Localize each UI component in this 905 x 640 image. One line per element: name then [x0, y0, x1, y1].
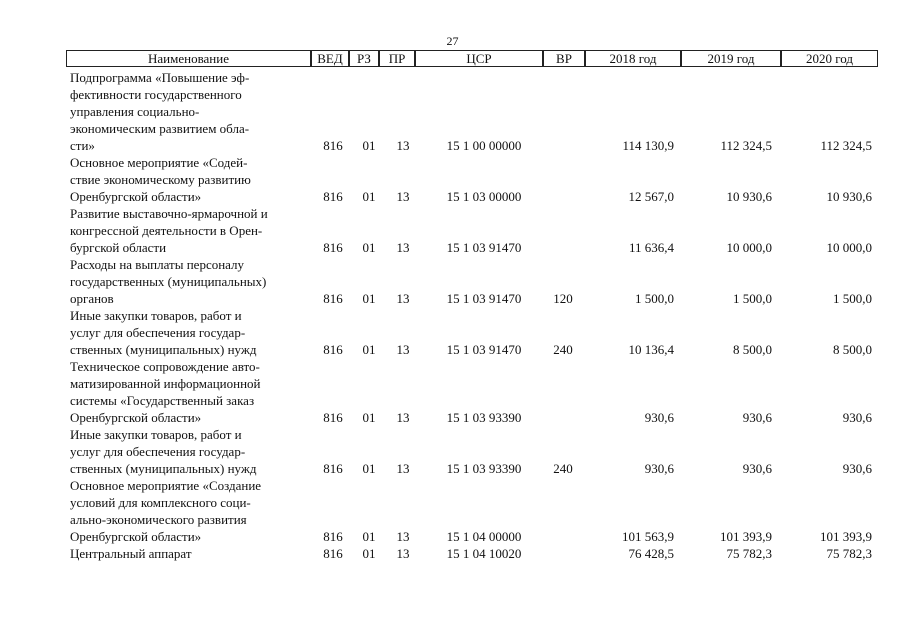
pr-cell: 13	[396, 461, 410, 476]
value-2018: 930,6	[644, 410, 674, 425]
pr-cell: 13	[396, 138, 410, 153]
row-name-line: Развитие выставочно-ярмарочной и	[70, 206, 268, 221]
row-name-line: ствие экономическому развитию	[70, 172, 251, 187]
row-name-line: сти»	[70, 138, 95, 153]
header-2018: 2018 год	[585, 50, 681, 67]
page-number: 27	[446, 34, 459, 48]
value-2019: 930,6	[742, 461, 772, 476]
row-name	[70, 307, 306, 358]
value-2019: 8 500,0	[733, 342, 772, 357]
ved-cell: 816	[323, 342, 343, 357]
value-2019: 930,6	[742, 410, 772, 425]
value-2020: 75 782,3	[826, 546, 872, 561]
csr-cell: 15 1 03 91470	[446, 342, 522, 357]
row-name-line: государственных (муниципальных)	[70, 274, 267, 289]
csr-cell: 15 1 03 91470	[446, 291, 522, 306]
row-name	[70, 426, 306, 477]
row-name-line: Расходы на выплаты персоналу	[70, 257, 245, 272]
row-name-line: ственных (муниципальных) нужд	[70, 461, 257, 476]
table-row	[0, 307, 905, 358]
rz-cell: 01	[362, 189, 376, 204]
value-2019: 112 324,5	[720, 138, 772, 153]
table-row	[0, 154, 905, 205]
row-name-line: бургской области	[70, 240, 167, 255]
row-name-line: услуг для обеспечения государ-	[70, 325, 246, 340]
ved-cell: 816	[323, 189, 343, 204]
value-2020: 1 500,0	[833, 291, 872, 306]
header-ved: ВЕД	[311, 50, 349, 67]
pr-cell: 13	[396, 410, 410, 425]
row-name-line: ственных (муниципальных) нужд	[70, 342, 257, 357]
pr-cell: 13	[396, 240, 410, 255]
ved-cell: 816	[323, 291, 343, 306]
ved-cell: 816	[323, 138, 343, 153]
table-row	[0, 426, 905, 477]
rz-cell: 01	[362, 138, 376, 153]
value-2018: 930,6	[644, 461, 674, 476]
row-name-line: Основное мероприятие «Содей-	[70, 155, 248, 170]
table-row	[0, 69, 905, 154]
vr-cell: 120	[553, 291, 573, 306]
rz-cell: 01	[362, 291, 376, 306]
row-name-line: управления социально-	[70, 104, 200, 119]
value-2018: 1 500,0	[635, 291, 674, 306]
value-2020: 930,6	[842, 461, 872, 476]
row-name-line: Основное мероприятие «Создание	[70, 478, 262, 493]
rz-cell: 01	[362, 529, 376, 544]
row-name	[70, 256, 306, 307]
value-2019: 75 782,3	[726, 546, 772, 561]
row-name-line: Иные закупки товаров, работ и	[70, 427, 242, 442]
csr-cell: 15 1 03 91470	[446, 240, 522, 255]
header-vr: ВР	[543, 50, 585, 67]
row-name	[70, 477, 306, 545]
value-2018: 12 567,0	[628, 189, 674, 204]
ved-cell: 816	[323, 410, 343, 425]
row-name-line: Подпрограмма «Повышение эф-	[70, 70, 250, 85]
value-2018: 101 563,9	[622, 529, 674, 544]
row-name-line: услуг для обеспечения государ-	[70, 444, 246, 459]
value-2019: 10 000,0	[726, 240, 772, 255]
row-name-line: Центральный аппарат	[70, 546, 192, 561]
pr-cell: 13	[396, 291, 410, 306]
row-name	[70, 545, 306, 562]
row-name-line: фективности государственного	[70, 87, 242, 102]
row-name	[70, 69, 306, 154]
row-name-line: Оренбургской области»	[70, 410, 202, 425]
header-2020: 2020 год	[781, 50, 878, 67]
ved-cell: 816	[323, 546, 343, 561]
row-name	[70, 358, 306, 426]
rz-cell: 01	[362, 342, 376, 357]
row-name-line: матизированной информационной	[70, 376, 261, 391]
table-row	[0, 205, 905, 256]
csr-cell: 15 1 03 93390	[446, 410, 522, 425]
row-name	[70, 154, 306, 205]
value-2018: 114 130,9	[622, 138, 674, 153]
csr-cell: 15 1 03 93390	[446, 461, 522, 476]
row-name-line: экономическим развитием обла-	[70, 121, 250, 136]
value-2019: 1 500,0	[733, 291, 772, 306]
value-2020: 101 393,9	[820, 529, 872, 544]
header-name: Наименование	[66, 50, 311, 67]
row-name-line: ально-экономического развития	[70, 512, 247, 527]
csr-cell: 15 1 04 00000	[446, 529, 522, 544]
table-row	[0, 256, 905, 307]
value-2018: 11 636,4	[628, 240, 674, 255]
header-csr: ЦСР	[415, 50, 543, 67]
value-2020: 8 500,0	[833, 342, 872, 357]
vr-cell: 240	[553, 342, 573, 357]
ved-cell: 816	[323, 240, 343, 255]
pr-cell: 13	[396, 529, 410, 544]
value-2020: 10 000,0	[826, 240, 872, 255]
rz-cell: 01	[362, 410, 376, 425]
vr-cell: 240	[553, 461, 573, 476]
header-rz: РЗ	[349, 50, 379, 67]
csr-cell: 15 1 03 00000	[446, 189, 522, 204]
rz-cell: 01	[362, 240, 376, 255]
table-header	[66, 50, 878, 68]
row-name-line: Иные закупки товаров, работ и	[70, 308, 242, 323]
value-2019: 101 393,9	[720, 529, 772, 544]
row-name-line: системы «Государственный заказ	[70, 393, 255, 408]
table-row	[0, 358, 905, 426]
row-name-line: Техническое сопровождение авто-	[70, 359, 260, 374]
header-pr: ПР	[379, 50, 415, 67]
row-name-line: конгрессной деятельности в Орен-	[70, 223, 263, 238]
pr-cell: 13	[396, 546, 410, 561]
pr-cell: 13	[396, 342, 410, 357]
csr-cell: 15 1 04 10020	[446, 546, 522, 561]
rz-cell: 01	[362, 461, 376, 476]
value-2020: 112 324,5	[820, 138, 872, 153]
pr-cell: 13	[396, 189, 410, 204]
row-name	[70, 205, 306, 256]
value-2018: 10 136,4	[628, 342, 674, 357]
value-2019: 10 930,6	[726, 189, 772, 204]
table-row	[0, 545, 905, 562]
row-name-line: органов	[70, 291, 114, 306]
row-name-line: Оренбургской области»	[70, 529, 202, 544]
value-2020: 930,6	[842, 410, 872, 425]
row-name-line: Оренбургской области»	[70, 189, 202, 204]
header-2019: 2019 год	[681, 50, 781, 67]
row-name-line: условий для комплексного соци-	[70, 495, 251, 510]
table-row	[0, 477, 905, 545]
ved-cell: 816	[323, 529, 343, 544]
rz-cell: 01	[362, 546, 376, 561]
csr-cell: 15 1 00 00000	[446, 138, 522, 153]
value-2018: 76 428,5	[628, 546, 674, 561]
ved-cell: 816	[323, 461, 343, 476]
value-2020: 10 930,6	[826, 189, 872, 204]
